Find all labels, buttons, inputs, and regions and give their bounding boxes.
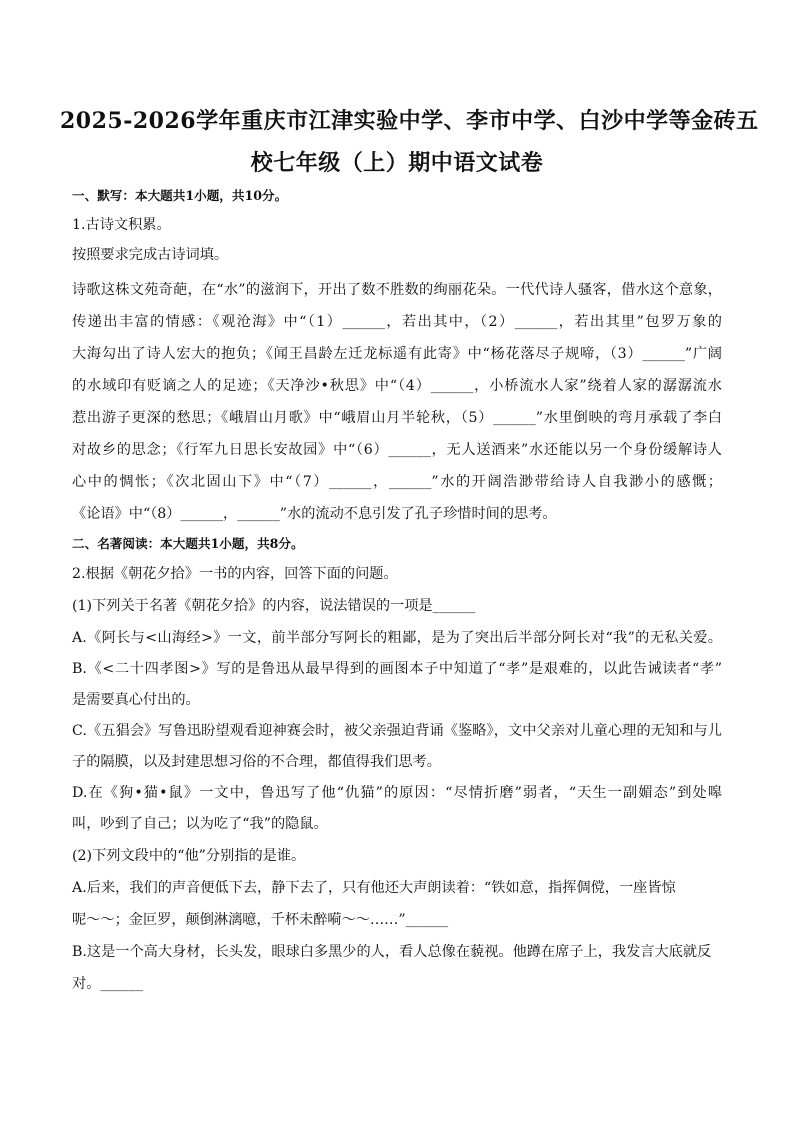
passage-b-continued: 对。______ [72, 976, 143, 992]
passage-a-continued: 呢～～；金叵罗，颠倒淋漓噫，千杯未醉嗬～～……”______ [72, 912, 449, 928]
question-1-paragraph-line: 对故乡的思念；《行军九日思长安故园》中“（6）______，无人送酒来”水还能以另一个身份缓解诗人 [72, 442, 722, 458]
passage-b: B.这是一个高大身材，长头发，眼球白多黑少的人，看人总像在藐视。他蹲在席子上，我发言大底就反 [72, 944, 712, 960]
section-2-heading: 二、名著阅读：本大题共1小题，共8分。 [72, 536, 304, 551]
question-1-paragraph-line: 《论语》中“（8）______，______”水的流动不息引发了孔子珍惜时间的思考。 [72, 506, 557, 522]
question-1-paragraph-line: 大海勾出了诗人宏大的抱负；《闻王昌龄左迁龙标遥有此寄》中“杨花落尽子规啼，（3）______”广阔 [72, 346, 722, 362]
option-c: C.《五猖会》写鲁迅盼望观看迎神赛会时，被父亲强迫背诵《鉴略》，文中父亲对儿童心理的无知和与儿 [72, 723, 722, 739]
section-1-heading: 一、默写：本大题共1小题，共10分。 [72, 188, 288, 203]
question-2-sub-2: (2)下列文段中的“他”分别指的是谁。 [72, 848, 306, 864]
option-d: D.在《狗•猫•鼠》一文中，鲁迅写了他“仇猫”的原因：“尽情折磨”弱者，“天生一副媚态”到处嗥 [72, 785, 722, 801]
question-1-paragraph-line: 诗歌这株文苑奇葩，在“水”的滋润下，开出了数不胜数的绚丽花朵。一代代诗人骚客，借水这个意象， [72, 282, 722, 298]
question-2-title: 2.根据《朝花夕拾》一书的内容，回答下面的问题。 [72, 566, 398, 582]
question-1-paragraph-line: 惹出游子更深的愁思；《峨眉山月歌》中“峨眉山月半轮秋，（5）______”水里倒映的弯月承载了李白 [72, 410, 722, 426]
option-d-continued: 叫，吵到了自己；以为吃了“我”的隐鼠。 [72, 816, 328, 832]
question-1-title: 1.古诗文积累。 [72, 217, 171, 233]
option-c-continued: 子的隔膜，以及封建思想习俗的不合理，都值得我们思考。 [72, 754, 441, 770]
passage-a: A.后来，我们的声音便低下去，静下去了，只有他还大声朗读着：“铁如意，指挥倜傥，一座皆惊 [72, 880, 676, 896]
exam-title-line-1: 2025-2026学年重庆市江津实验中学、李市中学、白沙中学等金砖五 [60, 108, 759, 134]
question-1-paragraph-line: 心中的惆怅；《次北固山下》中“（7）______，______”水的开阔浩渺带给诗人自我渺小的感慨； [72, 474, 722, 490]
question-1-paragraph-line: 的水域印有贬谪之人的足迹；《天净沙•秋思》中“（4）______，小桥流水人家”绕着人家的潺潺流水 [72, 378, 722, 394]
option-b: B.《<二十四孝图>》写的是鲁迅从最早得到的画图本子中知道了“孝”是艰难的，以此告诫读者“孝” [72, 661, 722, 677]
option-a: A.《阿长与<山海经>》一文，前半部分写阿长的粗鄙，是为了突出后半部分阿长对“我”的无私关爱。 [72, 630, 722, 646]
exam-title-line-2: 校七年级（上）期中语文试卷 [250, 150, 544, 176]
option-b-continued: 是需要真心付出的。 [72, 692, 200, 708]
question-1-paragraph-line: 传递出丰富的情感：《观沧海》中“（1）______，若出其中，（2）______，若出其里”包罗万象的 [72, 314, 722, 330]
question-2-sub-1: (1)下列关于名著《朝花夕拾》的内容，说法错误的一项是______ [72, 598, 476, 614]
question-1-instruction: 按照要求完成古诗词填。 [72, 247, 229, 263]
